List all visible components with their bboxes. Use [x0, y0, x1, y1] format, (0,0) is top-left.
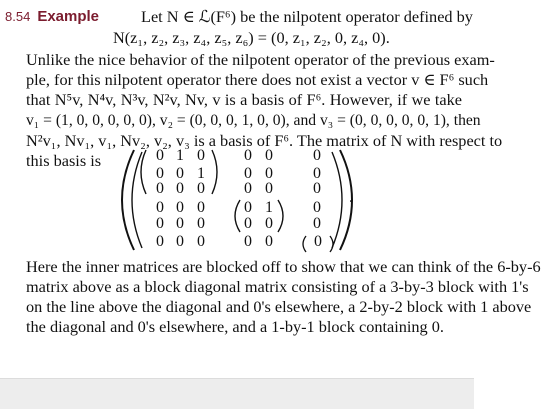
matrix-cell: 0 — [265, 233, 273, 250]
matrix-cell: 0 — [244, 199, 252, 216]
matrix-cell: 0 — [313, 147, 321, 164]
matrix-cell: 0 — [156, 180, 164, 197]
matrix-cell: 0 — [244, 233, 252, 250]
closing-line-2: matrix above as a block diagonal matrix consisting of a 3-by-3 block with 1's — [26, 277, 529, 296]
matrix-cell: 0 — [313, 199, 321, 216]
matrix-cell: 0 — [265, 165, 273, 182]
body-line-3: that N⁵v, N⁴v, N³v, N²v, Nv, v is a basis of F⁶. However, if we take — [26, 90, 462, 109]
example-intro: Let N ∈ ℒ(F⁶) be the nilpotent operator defined by — [141, 7, 473, 26]
closing-line-1: Here the inner matrices are blocked off to show that we can think of the 6-by-6 — [26, 257, 541, 276]
matrix-cell: 1 — [197, 165, 205, 182]
example-number: 8.54 — [5, 9, 31, 24]
matrix-cell: 0 — [197, 180, 205, 197]
block2-right-paren — [278, 200, 283, 232]
block1-right-paren — [212, 150, 217, 194]
matrix-cell: 0 — [314, 233, 322, 250]
matrix-cell: 0 — [156, 147, 164, 164]
matrix-cell: 1 — [176, 147, 184, 164]
block3-left-paren — [303, 236, 306, 252]
matrix-cell: 0 — [176, 180, 184, 197]
matrix-cell: 0 — [265, 147, 273, 164]
matrix-end-period: . — [349, 189, 353, 206]
block2-left-paren — [235, 200, 240, 232]
matrix-cell: 0 — [197, 199, 205, 216]
matrix-cell: 0 — [244, 180, 252, 197]
example-title: Example — [37, 8, 100, 25]
matrix-cell: 0 — [244, 147, 252, 164]
body-line-5: N²v₁, Nv₁, v₁, Nv₂, v₂, v₃ is a basis of F⁶. The matrix of N with respect to — [26, 131, 503, 150]
body-line-6: this basis is — [26, 151, 102, 170]
matrix-cell: 0 — [265, 215, 273, 232]
matrix-cell: 0 — [176, 233, 184, 250]
outer-right-paren-inner — [332, 152, 342, 248]
closing-line-4: the diagonal and 0's elsewhere, and a 1-by-1 block containing 0. — [26, 317, 444, 336]
closing-line-3: on the line above the diagonal and 0's elsewhere, a 2-by-2 block with 1 above — [26, 297, 532, 316]
matrix-cell: 0 — [197, 147, 205, 164]
matrix-cell: 0 — [265, 180, 273, 197]
matrix-cell: 0 — [176, 215, 184, 232]
operator-definition: N(z₁, z₂, z₃, z₄, z₅, z₆) = (0, z₁, z₂, 0, z₄, 0). — [113, 28, 390, 47]
matrix-cell: 0 — [156, 165, 164, 182]
matrix-cell: 0 — [244, 165, 252, 182]
matrix-cell: 0 — [156, 215, 164, 232]
matrix-cell: 0 — [156, 199, 164, 216]
block3-right-paren — [330, 236, 333, 252]
matrix-cell: 0 — [176, 199, 184, 216]
matrix-cell: 0 — [313, 180, 321, 197]
bottom-bar — [0, 378, 474, 409]
matrix-cell: 1 — [265, 199, 273, 216]
matrix-cell: 0 — [313, 165, 321, 182]
outer-left-paren-inner — [132, 152, 142, 248]
matrix-cell: 0 — [197, 233, 205, 250]
block1-left-paren — [141, 150, 146, 194]
body-line-4: v₁ = (1, 0, 0, 0, 0, 0), v₂ = (0, 0, 0, 1, 0, 0), and v₃ = (0, 0, 0, 0, 0, 1), then — [26, 112, 481, 129]
matrix-cell: 0 — [156, 233, 164, 250]
matrix-cell: 0 — [313, 215, 321, 232]
matrix-cell: 0 — [244, 215, 252, 232]
body-line-2: ple, for this nilpotent operator there does not exist a vector v ∈ F⁶ such — [26, 70, 489, 89]
matrix-cell: 0 — [176, 165, 184, 182]
body-line-1: Unlike the nice behavior of the nilpotent operator of the previous exam- — [26, 50, 495, 69]
matrix-cell: 0 — [197, 215, 205, 232]
